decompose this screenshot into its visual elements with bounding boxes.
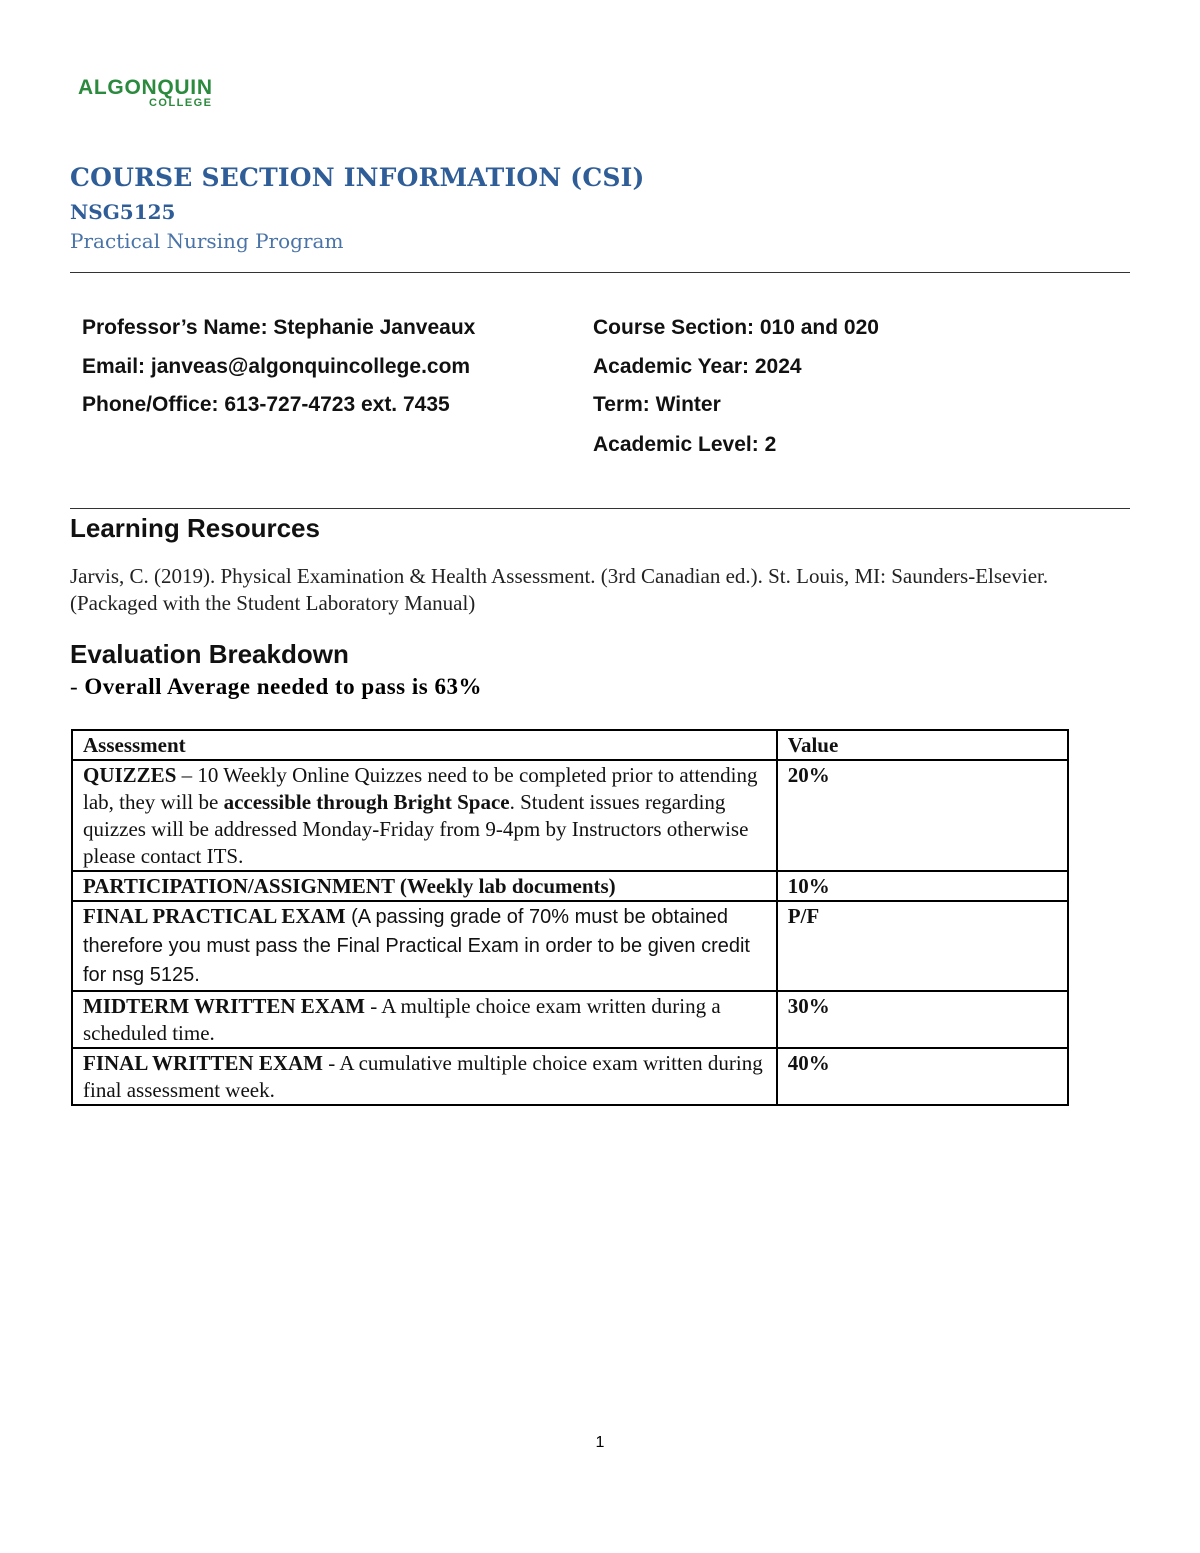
value-cell: 20% [777,760,1068,871]
course-section: Course Section: 010 and 020 [593,316,879,339]
header-assessment: Assessment [72,730,777,760]
learning-resource-citation: Jarvis, C. (2019). Physical Examination & Health Assessment. (3rd Canadian ed.). St. Louis, MI: Saunders-Elsevier. (Packaged with the Student Laboratory Manual) [70,564,1049,615]
separator: – [176,763,198,787]
table-row [72,760,1068,871]
document-title: COURSE SECTION INFORMATION (CSI) [70,163,645,192]
pass-dash: - [70,674,85,699]
divider [70,508,1130,509]
assessment-cell [72,1048,777,1105]
assessment-desc: (A passing grade of 70% must be obtained therefore you must pass the Final Practical Exam in order to be given credit for nsg 5125. [83,906,750,986]
header-value: Value [777,730,1068,760]
assessment-cell [72,991,777,1048]
value-cell: 10% [777,871,1068,901]
academic-level: Academic Level: 2 [593,433,777,456]
professor-name: Professor’s Name: Stephanie Janveaux [82,316,476,339]
assessment-desc: - A multiple choice exam written during a scheduled time. [83,994,721,1045]
divider [70,272,1130,273]
table-row [72,901,1068,991]
professor-phone: Phone/Office: 613-727-4723 ext. 7435 [82,393,450,416]
logo-wordmark: ALGONQUIN [78,76,212,99]
assessment-emphasis: accessible through Bright Space [223,790,510,814]
learning-resources-heading: Learning Resources [70,513,320,543]
assessment-cell [72,871,777,901]
college-logo [78,74,218,110]
assessment-cell [72,760,777,871]
value-cell: 40% [777,1048,1068,1105]
table-row [72,1048,1068,1105]
logo-subtitle: COLLEGE [149,97,211,109]
pass-requirement [70,674,482,700]
assessment-title: PARTICIPATION/ASSIGNMENT (Weekly lab documents) [83,874,616,898]
table-row [72,871,1068,901]
value-cell: 30% [777,991,1068,1048]
table-row [72,991,1068,1048]
course-code: NSG5125 [70,200,176,224]
assessment-desc: 10 Weekly Online Quizzes need to be completed prior to attending lab, they will be [83,763,758,814]
assessment-title: QUIZZES [83,763,177,787]
page-number: 1 [595,1434,605,1451]
evaluation-heading: Evaluation Breakdown [70,639,349,669]
assessment-desc-cont: . Student issues regarding quizzes will be addressed Monday-Friday from 9-4pm by Instructors otherwise please contact ITS. [83,790,749,868]
assessment-desc: - A cumulative multiple choice exam written during final assessment week. [83,1051,763,1102]
assessment-title: MIDTERM WRITTEN EXAM [83,994,365,1018]
value-cell: P/F [777,901,1068,991]
term: Term: Winter [593,393,721,416]
assessment-cell [72,901,777,991]
table-header-row [72,730,1068,760]
evaluation-table [71,729,1069,1106]
pass-note: Overall Average needed to pass is 63% [84,674,482,699]
academic-year: Academic Year: 2024 [593,355,802,378]
assessment-title: FINAL WRITTEN EXAM [83,1051,323,1075]
program-name: Practical Nursing Program [70,229,344,253]
assessment-title: FINAL PRACTICAL EXAM [83,904,346,928]
professor-email: Email: janveas@algonquincollege.com [82,355,471,378]
